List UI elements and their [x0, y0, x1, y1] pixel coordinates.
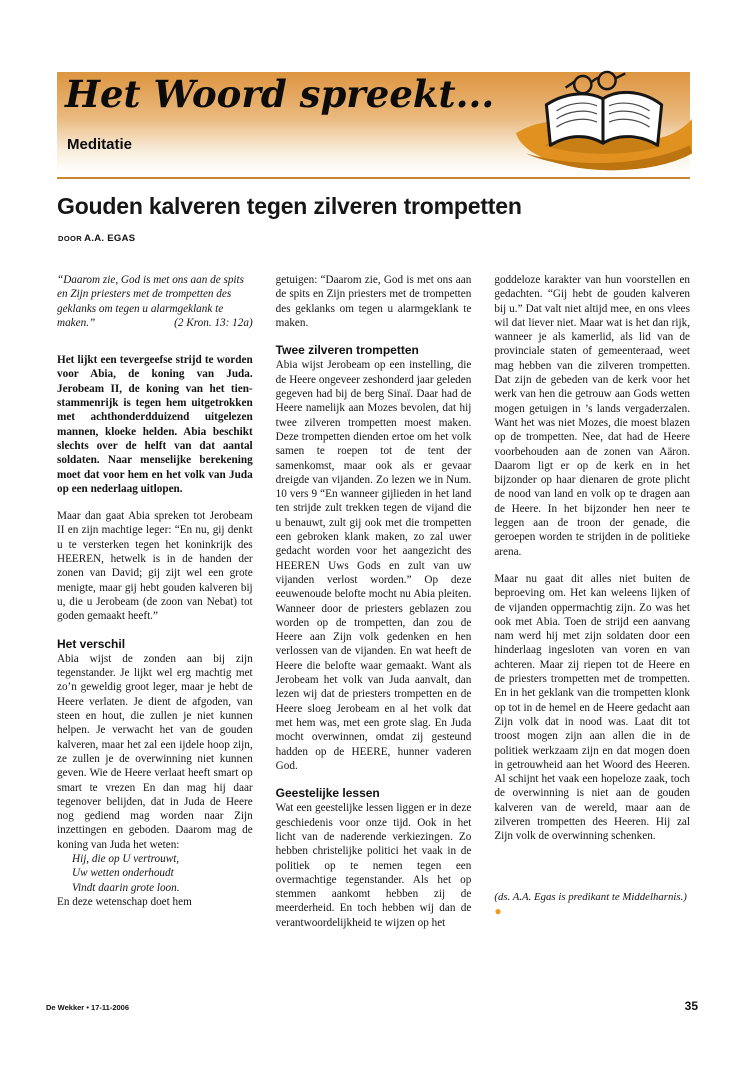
- footer-magazine-date: [46, 1003, 129, 1012]
- paragraph: goddeloze karakter van hun voorstellen en gedachten. “Gij hebt de gouden kalveren bij u.” Dat valt niet altijd mee, en ons vlees wil dat liever niet. Maar wat is het dan rijk, wanneer je als kamerlid, als lid van de provinciale staten of gemeenteraad, weet mag hebben van die zilveren trompetten. Dat zijn de gebeden van de kerk voor het werk van hen die getrouw aan Gods wetten mogen getuigen in ’s lands vergaderzalen. Want het was niet Mozes, die moest blazen op de trompetten. Nee, dat had de Heere voorbehouden aan de zonen van Aäron. Daarom ligt er op de kerk en in het bijzonder op haar dienaren de grote plicht de nood van land en volk op te dragen aan de Heere. In het bijzonder hen neer te leggen aan de troon der genade, die geroepen worden te strijden in de politieke arena.: [494, 274, 691, 558]
- scripture-reference: (2 Kron. 13: 12a): [174, 316, 253, 329]
- section-heading-het-verschil: Het verschil: [57, 636, 126, 651]
- orange-dot-icon: ●: [494, 903, 502, 918]
- lead-paragraph: Het lijkt een tevergeefse strijd te worden voor Abia, de koning van Juda. Jerobeam II, de koning van het tien-stammenrijk is tegen hem uitgetrokken met achthonderdduizend uitgelezen mannen, kloeke helden. Abia beschikt slechts over de helft van dat aantal soldaten. Naar menselijke berekening moet dat voor hem en het volk van Juda op een nederlaag uitlopen.: [57, 354, 253, 495]
- header-rule: [57, 177, 690, 179]
- rubric-label: Meditatie: [67, 136, 133, 153]
- verse-lines: [72, 852, 253, 895]
- magazine-section-title: Het Woord spreekt...: [65, 72, 495, 116]
- paragraph: Abia wijst Jerobeam op een instelling, die de Heere ongeveer zeshonderd jaar geleden gegeven had bij de berg Sinaï. Daar had de Heere namelijk aan Mozes bevolen, dat hij twee zilveren trompetten moest maken. Deze trompetten dienden ertoe om het volk samen te roepen tot de tent der samenkomst, maar ook als er gevaar dreigde van vijanden. Zo lezen we in Num. 10 vers 9 “En wanneer gijlieden in het land ten strijde zult trekken tegen de vijand die u benauwt, zult gij ook met die trompetten een gebroken klank maken, zo zal uwer gedacht worden voor het aangezicht des HEEREN Uws Gods en zult van uw vijanden verlost worden.” Op deze eeuwenoude belofte mocht nu Abia pleiten. Wanneer door de priesters geblazen zou worden op de trompetten, dan zou de Heere aan Zijn volk gedenken en hen verlossen van de vijanden. En wat heeft de Heere die belofte waar gemaakt. Want als Jerobeam het volk van Juda aanvalt, dan lezen wij dat de priesters trompetten en de Heere sloeg Jerobeam en al het volk dat met hem was, met een grote slag. En Juda mocht overwinnen, omdat zij gesteund hadden op de HEERE, hunner vaderen God.: [275, 359, 472, 772]
- byline-prefix: DOOR: [58, 234, 83, 243]
- verse-line: Vindt daarin grote loon.: [72, 881, 180, 894]
- section-heading-twee-zilveren-trompetten: Twee zilveren trompetten: [275, 343, 419, 358]
- verse-line: Hij, die op U vertrouwt,: [72, 852, 180, 865]
- column-1: [57, 273, 253, 943]
- author-name: A.A. EGAS: [84, 233, 136, 244]
- article-byline: [58, 228, 135, 246]
- scripture-quote: [57, 273, 253, 330]
- quote-text: “Daarom zie, God is met ons aan de spits en Zijn priesters met de trompetten des geklanks om tegen u alarmgeklank te maken.”: [57, 274, 244, 329]
- article-body: [57, 273, 690, 943]
- paragraph: Maar nu gaat dit alles niet buiten de beproeving om. Het kan weleens lijken of de vijanden oppermachtig zijn. Zo was het ook met Abia. Toen de strijd een aanvang nam werd hij met zijn soldaten door een hinderlaag ingesloten van voren en van achteren. Maar zij riepen tot de Heere en de priesters trompetten met de trompetten. En in het geklank van die trompetten klonk op tot in de hemel en de Heere gedacht aan Zijn volk dat in nood was. Laat dit tot troost mogen zijn aan allen die in de politiek werkzaam zijn en dat mogen doen in getrouwheid aan het Woord des Heeren. Al schijnt het vaak een hopeloze zaak, toch de overwinning is niet aan de gouden kalveren van de wereld, maar aan de zilveren trompetten des Heeren. Hij zal Zijn volk de overwinning schenken.: [494, 572, 691, 843]
- open-book-icon: [512, 68, 694, 175]
- glasses-icon: [566, 72, 626, 93]
- column-3: [494, 273, 690, 943]
- footer-separator: •: [86, 1003, 89, 1012]
- footer-date: 17-11-2006: [91, 1003, 129, 1012]
- paragraph: En deze wetenschap doet hem: [57, 895, 192, 908]
- section-heading-geestelijke-lessen: Geestelijke lessen: [275, 786, 380, 801]
- author-credit: [494, 890, 690, 920]
- verse-line: Uw wetten onderhoudt: [72, 867, 174, 880]
- paragraph: getuigen: “Daarom zie, God is met ons aan de spits en Zijn priesters met de trompetten des geklanks om tegen u alarmgeklank te maken.: [275, 274, 472, 329]
- paragraph: Maar dan gaat Abia spreken tot Jerobeam II en zijn machtige leger: “En nu, gij denkt u te versterken tegen het koninkrijk des HEEREN, hetwelk is in de handen der zonen van David; gij zijt wel een grote menigte, maar gij hebt gouden kalveren bij u, die u Jerobeam (de zoon van Nebat) tot goden gemaakt heeft.”: [57, 510, 253, 623]
- paragraph: Abia wijst de zonden aan bij zijn tegenstander. Je lijkt wel erg machtig met zo’n geweldig groot leger, maar je hebt de Heere verlaten. Je dient de afgoden, van steen en hout, die zullen je niet kunnen helpen. Je verwacht het van de gouden kalveren, maar het zal een ijdele hoop zijn, ze zullen je de overwinning niet kunnen geven. Wie de Heere verlaat heeft smart op smart te vrezen En dan mag hij daar tegenover belijden, dat in Juda de Heere nog gediend mag worden naar Zijn inzettingen en geboden. Daarom mag de koning van Juda het weten:: [57, 652, 253, 851]
- page-number: 35: [684, 999, 698, 1013]
- article-title: Gouden kalveren tegen zilveren trompetten: [57, 193, 522, 219]
- column-2: [276, 273, 472, 943]
- credit-text: (ds. A.A. Egas is predikant te Middelharnis.): [494, 890, 687, 903]
- footer-magazine-name: De Wekker: [46, 1003, 85, 1012]
- paragraph: Wat een geestelijke lessen liggen er in deze geschiedenis voor onze tijd. Ook in het licht van de naderende verkiezingen. Zo hebben christelijke politici het vaak in de politiek op te nemen tegen een overmachtige tegenstander. Als het op stemmen aankomt hebben zij de meerderheid. En toch hebben wij dan de verantwoordelijkheid te wijzen op het: [275, 802, 472, 929]
- header-banner: [57, 72, 690, 173]
